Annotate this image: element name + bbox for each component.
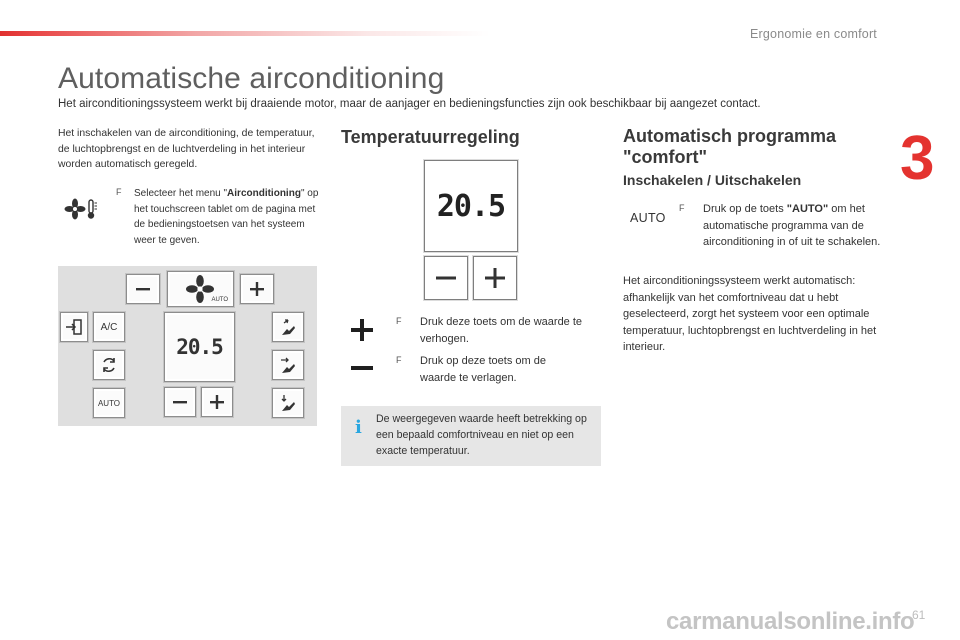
comfort-program-paragraph: Het airconditioningssysteem werkt automatisch: afhankelijk van het comfortniveau dat u hebt geselecteerd, zorgt het systeem voor een optimale temperatuur, luchtopbrengst en luchtverdeling in het interieur.	[623, 275, 877, 353]
temperature-value: 20.5	[176, 335, 223, 359]
air-distribution-feet-button[interactable]	[272, 388, 304, 418]
section-header: Ergonomie en comfort	[750, 27, 877, 41]
info-icon: i	[355, 417, 362, 438]
menu-step	[116, 186, 324, 248]
auto-step-text: Druk op de toets "AUTO" om het automatische programma van de airconditioning in of uit te schakelen.	[703, 203, 881, 248]
plus-icon	[483, 266, 507, 290]
plus-icon	[249, 281, 265, 297]
temperature-display-large	[424, 160, 518, 252]
seat-airflow-feet-icon	[278, 393, 298, 413]
comfort-program-title: Automatisch programma "comfort"	[623, 126, 837, 167]
chapter-number: 3	[900, 124, 935, 193]
increase-step	[396, 314, 606, 347]
seat-airflow-up-icon	[278, 317, 298, 337]
info-note	[341, 406, 601, 466]
temperature-value-large: 20.5	[436, 188, 506, 224]
decrease-step-text: Druk op deze toets om de waarde te verlagen.	[420, 355, 546, 384]
menu-step-text: Selecteer het menu "Airconditioning" op het touchscreen tablet om de pagina met de bedieningstoetsen van het systeem weer te geven.	[134, 188, 319, 246]
climate-menu-icon	[64, 198, 100, 220]
plus-symbol-icon	[350, 318, 374, 342]
temperature-increase-key-large[interactable]	[473, 256, 517, 300]
auto-label: AUTO	[97, 398, 121, 408]
increase-step-text: Druk deze toets om de waarde te verhogen.	[420, 316, 583, 345]
intro-text: Het airconditioningssysteem werkt bij draaiende motor, maar de aanjager en bedieningsfuncties zijn ook beschikbaar bij aangezet contact.	[58, 98, 761, 110]
temperature-decrease-button[interactable]	[164, 387, 196, 417]
recirculation-key[interactable]	[60, 312, 88, 342]
header-accent-bar	[0, 31, 490, 36]
auto-key-label: AUTO	[630, 211, 666, 225]
temperature-display	[164, 312, 235, 382]
air-intake-icon	[65, 319, 83, 335]
auto-button[interactable]	[93, 388, 125, 418]
temperature-section-title: Temperatuurregeling	[341, 127, 520, 147]
watermark: carmanualsonline.info	[666, 608, 915, 635]
step-bullet: F	[679, 203, 685, 213]
air-recycling-button[interactable]	[93, 350, 125, 380]
enable-disable-subtitle: Inschakelen / Uitschakelen	[623, 172, 802, 188]
auto-step	[679, 201, 889, 251]
step-bullet: F	[396, 316, 402, 326]
page-title: Automatische airconditioning	[58, 62, 445, 95]
plus-icon	[209, 394, 225, 410]
ac-label: A/C	[100, 321, 118, 333]
decrease-step	[396, 353, 581, 386]
air-distribution-face-button[interactable]	[272, 350, 304, 380]
fan-speed-key[interactable]	[167, 271, 234, 307]
auto-key-name: "AUTO"	[786, 203, 829, 215]
climate-control-panel	[58, 266, 317, 426]
minus-icon	[172, 394, 188, 410]
minus-icon	[434, 266, 458, 290]
step-bullet: F	[396, 355, 402, 365]
fan-auto-label: AUTO	[211, 297, 228, 303]
fan-increase-button[interactable]	[240, 274, 274, 304]
air-distribution-windscreen-button[interactable]	[272, 312, 304, 342]
recycle-arrows-icon	[100, 356, 118, 374]
left-paragraph: Het inschakelen van de airconditioning, de temperatuur, de luchtopbrengst en de luchtverdeling in het interieur worden automatisch geregeld.	[58, 128, 315, 171]
fan-decrease-button[interactable]	[126, 274, 160, 304]
minus-icon	[135, 281, 151, 297]
temperature-decrease-key-large[interactable]	[424, 256, 468, 300]
menu-name: Airconditioning	[227, 188, 301, 199]
page-number: 61	[912, 608, 926, 622]
ac-button[interactable]	[93, 312, 125, 342]
minus-symbol-icon	[350, 364, 374, 372]
step-bullet: F	[116, 187, 122, 197]
seat-airflow-face-icon	[278, 355, 298, 375]
info-text: De weergegeven waarde heeft betrekking op een bepaald comfortniveau en niet op een exacte temperatuur.	[376, 413, 587, 457]
temperature-increase-button[interactable]	[201, 387, 233, 417]
